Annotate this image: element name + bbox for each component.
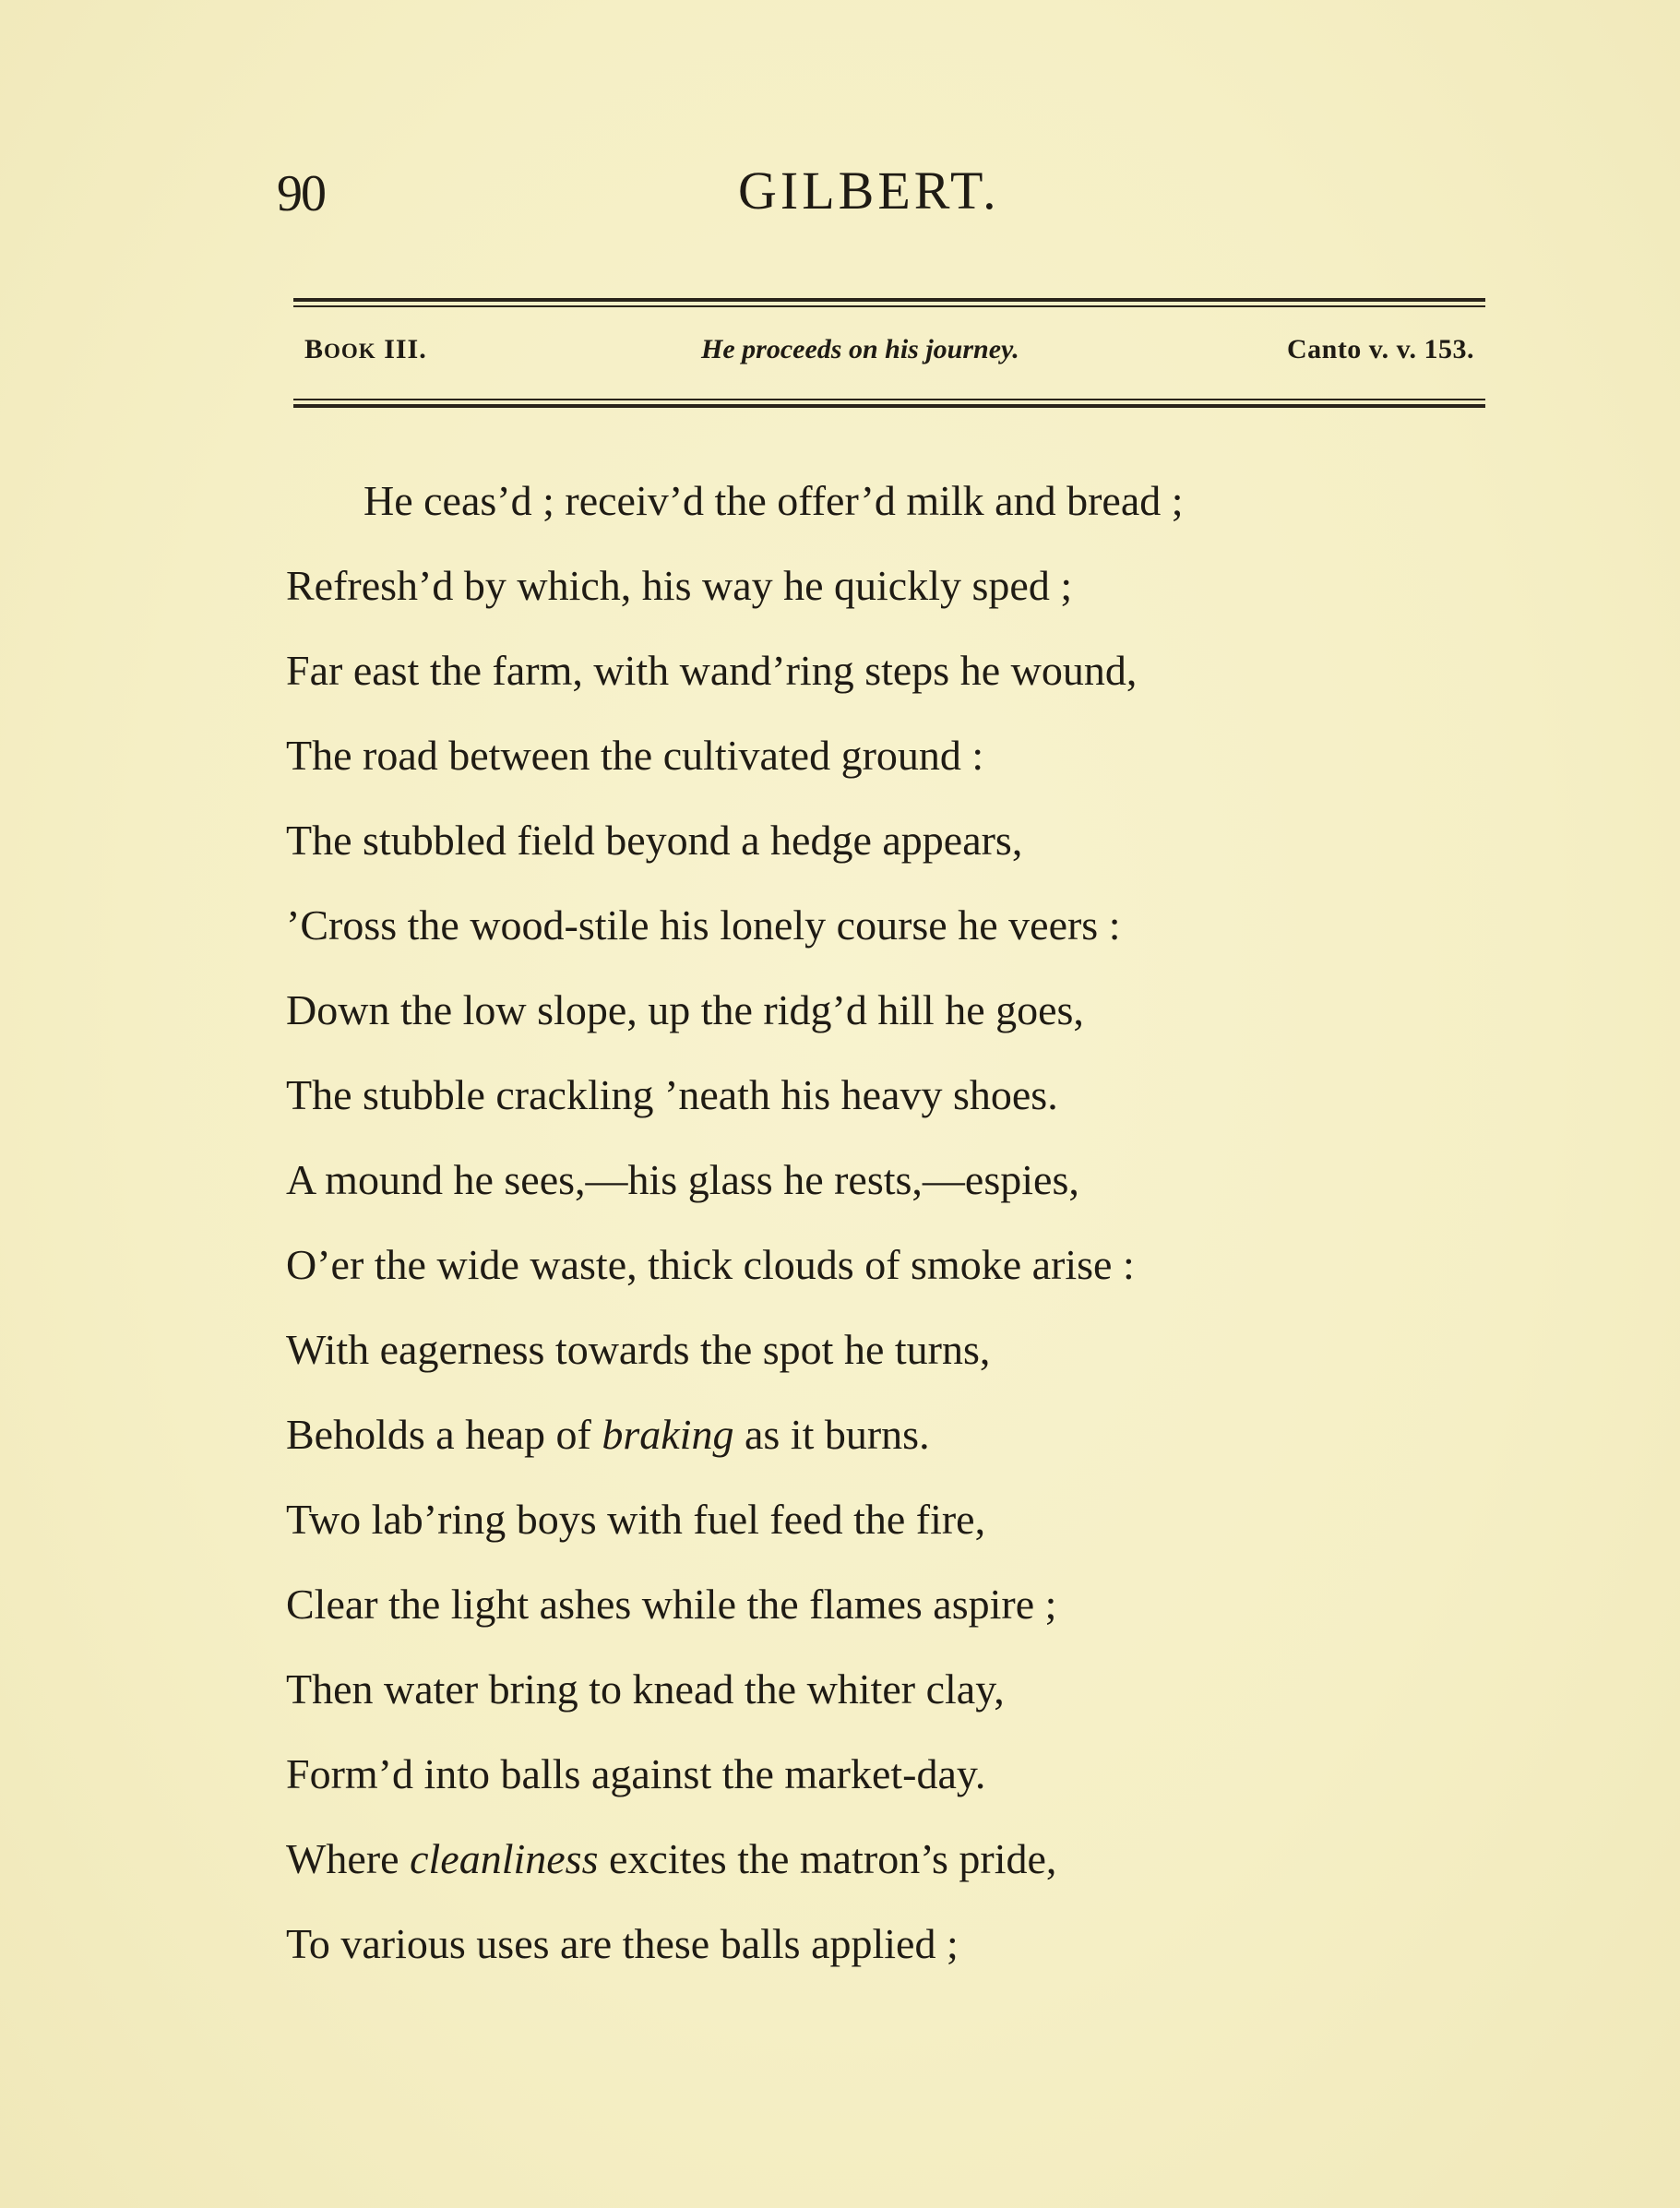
chapter-header (304, 334, 1474, 375)
running-title: GILBERT. (738, 161, 1000, 221)
bottom-rule-thick (293, 404, 1485, 408)
verse-line-12-start: Beholds a heap of (286, 1411, 602, 1458)
verse-line-11: With eagerness towards the spot he turns, (286, 1326, 991, 1373)
top-rule-thin (293, 305, 1485, 307)
book-label-rest: OOK (324, 340, 376, 363)
poem-body (286, 473, 1485, 2001)
book-label (304, 334, 427, 365)
page-number: 90 (277, 165, 325, 222)
verse-line-7: Down the low slope, up the ridg’d hill he goes, (286, 986, 1084, 1033)
verse-line-2: Refresh’d by which, his way he quickly sped ; (286, 562, 1073, 609)
verse-line-17-start: Where (286, 1835, 411, 1882)
verse-line-12-end: as it burns. (733, 1411, 930, 1458)
verse-line-18: To various uses are these balls applied ; (286, 1920, 959, 1967)
verse-line-14: Clear the light ashes while the flames aspire ; (286, 1581, 1057, 1628)
book-label-initial: B (304, 334, 325, 364)
verse-line-5: The stubbled field beyond a hedge appears, (286, 817, 1023, 864)
top-rule-thick (293, 298, 1485, 302)
verse-line-9: A mound he sees,—his glass he rests,—espies, (286, 1156, 1079, 1203)
verse-line-3: Far east the farm, with wand’ring steps he wound, (286, 647, 1138, 694)
bottom-rule-thin (293, 399, 1485, 400)
verse-line-12-italic: braking (602, 1411, 734, 1458)
book-number: III. (375, 334, 427, 364)
verse-line-10: O’er the wide waste, thick clouds of smoke arise : (286, 1241, 1135, 1288)
verse-line-12 (286, 1407, 1485, 1492)
verse-line-4: The road between the cultivated ground : (286, 732, 984, 779)
canto-reference: Canto v. v. 153. (1286, 334, 1474, 364)
verse-line-16: Form’d into balls against the market-day. (286, 1750, 986, 1797)
verse-line-17 (286, 1832, 1485, 1916)
verse-line-13: Two lab’ring boys with fuel feed the fire, (286, 1496, 986, 1543)
chapter-summary: He proceeds on his journey. (701, 334, 1019, 364)
verse-line-17-end: excites the matron’s pride, (598, 1835, 1057, 1882)
verse-line-6: ’Cross the wood-stile his lonely course he veers : (286, 901, 1121, 949)
verse-line-1: He ceas’d ; receiv’d the offer’d milk and bread ; (363, 477, 1184, 524)
verse-line-15: Then water bring to knead the whiter clay, (286, 1665, 1005, 1713)
verse-line-17-italic: cleanliness (410, 1835, 599, 1882)
verse-line-8: The stubble crackling ’neath his heavy shoes. (286, 1071, 1058, 1118)
